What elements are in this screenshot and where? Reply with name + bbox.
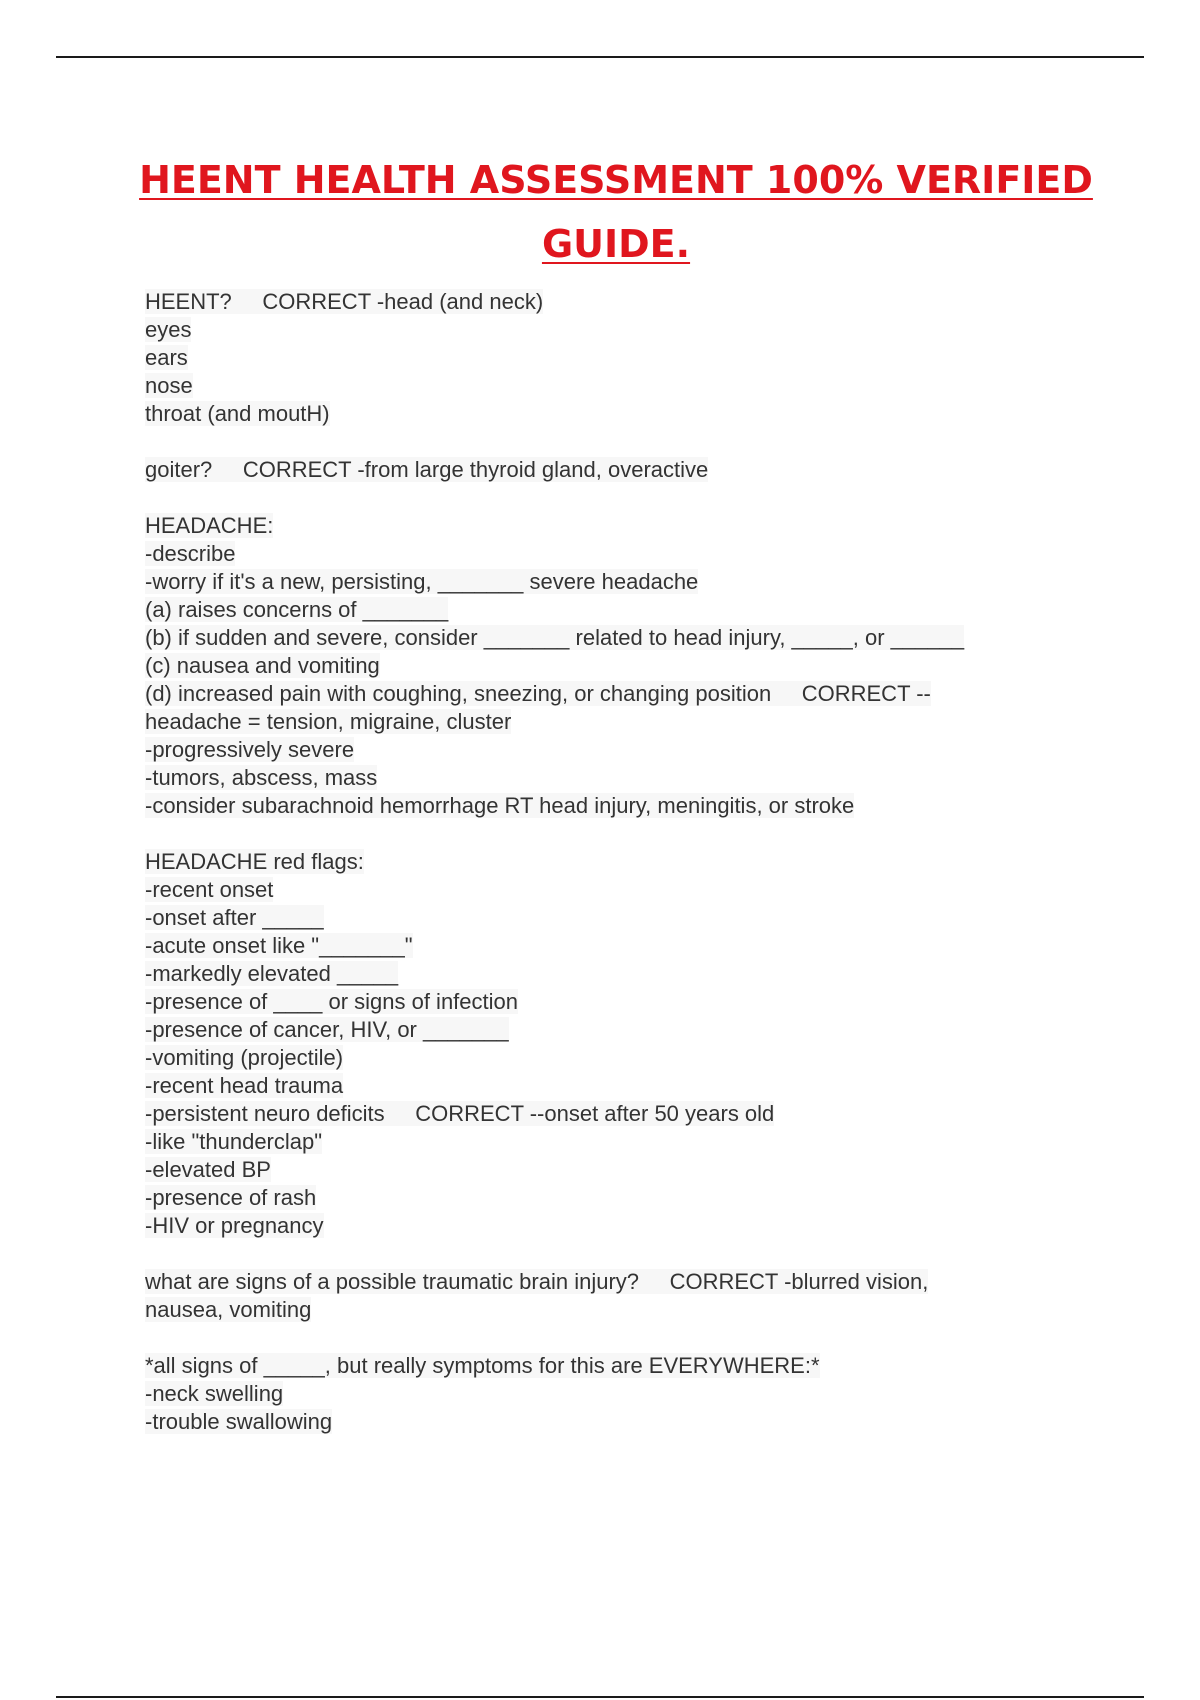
text-line-content: -onset after _____ — [145, 905, 324, 930]
text-line — [145, 680, 1065, 708]
document-body — [145, 288, 1065, 1464]
text-line — [145, 568, 1065, 596]
text-line — [145, 904, 1065, 932]
text-line-content: -tumors, abscess, mass — [145, 765, 378, 790]
text-line-content: -recent head trauma — [145, 1073, 344, 1098]
text-line-content: HEADACHE red flags: — [145, 849, 364, 874]
text-line-content: throat (and moutH) — [145, 401, 330, 426]
text-line — [145, 848, 1065, 876]
text-line — [145, 1016, 1065, 1044]
text-line — [145, 512, 1065, 540]
text-line — [145, 932, 1065, 960]
text-line — [145, 764, 1065, 792]
text-line — [145, 652, 1065, 680]
text-line — [145, 372, 1065, 400]
text-line — [145, 876, 1065, 904]
text-line — [145, 792, 1065, 820]
text-line — [145, 456, 1065, 484]
text-line — [145, 596, 1065, 624]
text-line-content: -neck swelling — [145, 1381, 284, 1406]
text-line — [145, 1044, 1065, 1072]
text-block — [145, 456, 1065, 484]
text-line-content: -elevated BP — [145, 1157, 271, 1182]
text-line — [145, 624, 1065, 652]
document-title — [0, 148, 1200, 276]
text-line — [145, 736, 1065, 764]
header-rule — [56, 56, 1144, 58]
text-line-content: -consider subarachnoid hemorrhage RT head injury, meningitis, or stroke — [145, 793, 855, 818]
text-line-content: -HIV or pregnancy — [145, 1213, 324, 1238]
text-line — [145, 1352, 1065, 1380]
text-line — [145, 1380, 1065, 1408]
text-line-content: -presence of cancer, HIV, or _______ — [145, 1017, 509, 1042]
text-line — [145, 400, 1065, 428]
text-line — [145, 708, 1065, 736]
text-line-content: nausea, vomiting — [145, 1297, 312, 1322]
text-line-content: what are signs of a possible traumatic brain injury? CORRECT -blurred vision, — [145, 1269, 929, 1294]
text-line-content: -worry if it's a new, persisting, _______ severe headache — [145, 569, 699, 594]
text-block — [145, 1268, 1065, 1324]
text-line-content: -markedly elevated _____ — [145, 961, 399, 986]
text-line-content: -progressively severe — [145, 737, 355, 762]
text-line — [145, 1296, 1065, 1324]
text-line-content: ears — [145, 345, 188, 370]
text-line — [145, 1156, 1065, 1184]
text-line-content: (b) if sudden and severe, consider _______ related to head injury, _____, or ______ — [145, 625, 965, 650]
text-line-content: -presence of ____ or signs of infection — [145, 989, 519, 1014]
text-line-content: -vomiting (projectile) — [145, 1045, 344, 1070]
text-line-content: -persistent neuro deficits CORRECT --onset after 50 years old — [145, 1101, 775, 1126]
title-line-1: HEENT HEALTH ASSESSMENT 100% VERIFIED — [139, 158, 1093, 202]
text-line-content: (d) increased pain with coughing, sneezing, or changing position CORRECT -- — [145, 681, 931, 706]
text-block — [145, 1352, 1065, 1436]
text-line-content: -describe — [145, 541, 236, 566]
text-block — [145, 848, 1065, 1240]
text-line-content: nose — [145, 373, 193, 398]
text-block — [145, 512, 1065, 820]
text-line-content: goiter? CORRECT -from large thyroid gland, overactive — [145, 457, 709, 482]
text-line-content: HEENT? CORRECT -head (and neck) — [145, 289, 544, 314]
footer-rule — [56, 1696, 1144, 1698]
text-line — [145, 988, 1065, 1016]
text-line — [145, 316, 1065, 344]
text-line-content: (a) raises concerns of _______ — [145, 597, 449, 622]
text-line — [145, 1408, 1065, 1436]
text-line — [145, 1072, 1065, 1100]
text-line-content: headache = tension, migraine, cluster — [145, 709, 512, 734]
text-line — [145, 540, 1065, 568]
text-line — [145, 288, 1065, 316]
text-line — [145, 960, 1065, 988]
text-line-content: -trouble swallowing — [145, 1409, 333, 1434]
text-line — [145, 1184, 1065, 1212]
text-line-content: eyes — [145, 317, 192, 342]
text-line-content: (c) nausea and vomiting — [145, 653, 380, 678]
text-line-content: *all signs of _____, but really symptoms for this are EVERYWHERE:* — [145, 1353, 820, 1378]
title-line-2: GUIDE. — [541, 222, 691, 266]
text-line-content: -presence of rash — [145, 1185, 317, 1210]
text-line-content: -recent onset — [145, 877, 274, 902]
text-line — [145, 1268, 1065, 1296]
text-line-content: -like "thunderclap" — [145, 1129, 323, 1154]
text-block — [145, 288, 1065, 428]
text-line-content: -acute onset like "_______" — [145, 933, 413, 958]
text-line — [145, 1100, 1065, 1128]
text-line — [145, 1212, 1065, 1240]
text-line-content: HEADACHE: — [145, 513, 274, 538]
text-line — [145, 344, 1065, 372]
text-line — [145, 1128, 1065, 1156]
